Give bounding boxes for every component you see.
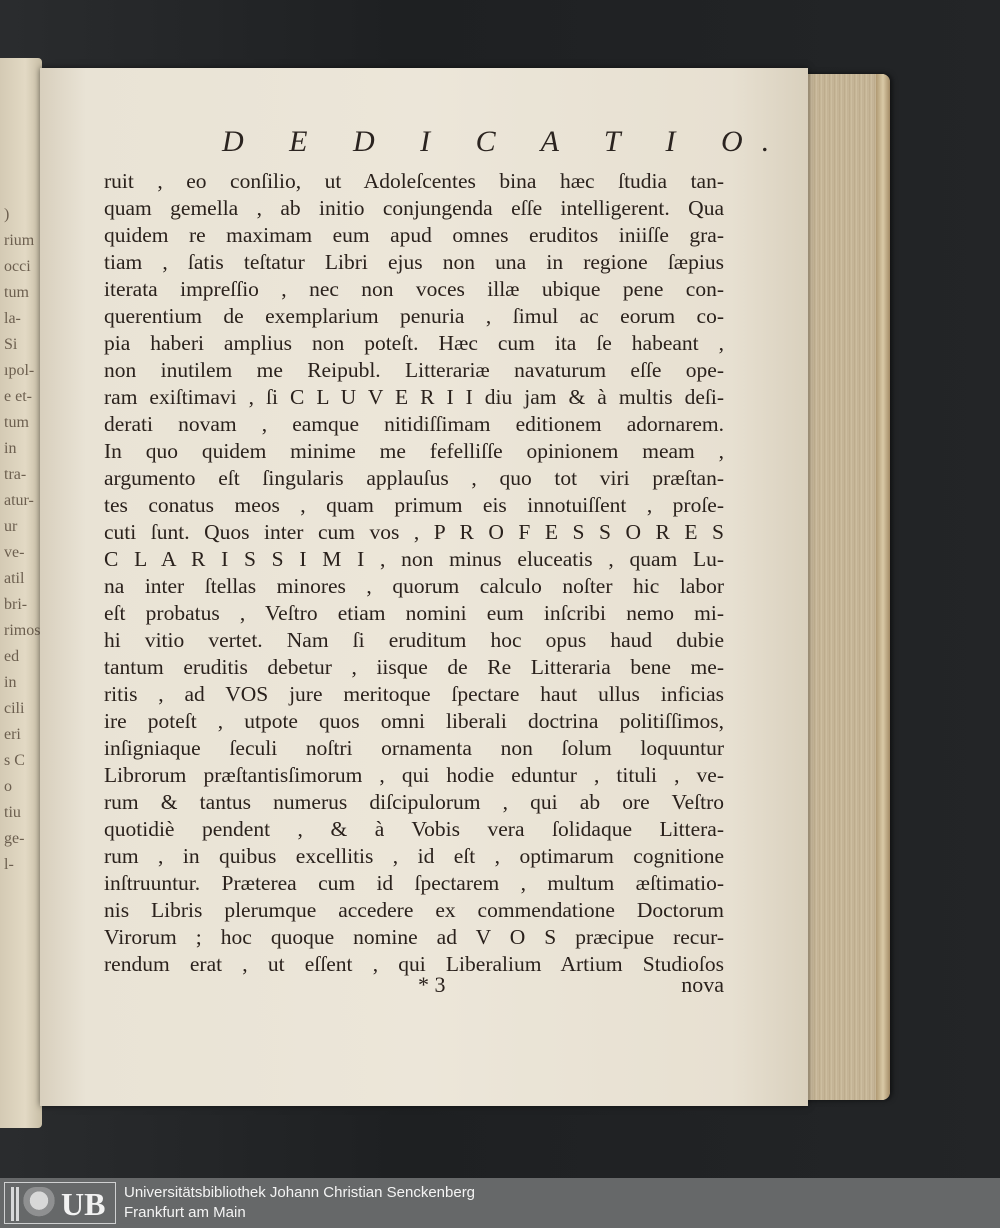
text-line: inſigniaque ſeculi noſtri ornamenta non ſolum loquuntur (104, 736, 724, 760)
text-line: Librorum præſtantisſimorum , qui hodie eduntur , tituli , ve- (104, 763, 724, 787)
text-line: tantum eruditis debetur , iisque de Re Litteraria bene me- (104, 655, 724, 679)
text-line: derati novam , eamque nitidiſſimam editionem adornarem. (104, 412, 724, 436)
previous-page-fragment: o (4, 778, 12, 795)
previous-page-fragment: l- (4, 856, 14, 873)
previous-page-fragment: bri- (4, 596, 28, 613)
logo-text: UB (61, 1186, 106, 1222)
previous-page-fragment: ge- (4, 830, 25, 847)
previous-page-fragment: ur (4, 518, 18, 535)
previous-page-fragment: ed (4, 648, 20, 665)
text-line: argumento eſt ſingularis applauſus , quo tot viri præſtan- (104, 466, 724, 490)
previous-page-fragment: occi (4, 258, 31, 275)
previous-page-fragment: rium (4, 232, 35, 249)
previous-page-fragment: in (4, 674, 17, 691)
institution-line-2: Frankfurt am Main (124, 1204, 246, 1221)
book-fore-edge (798, 74, 890, 1100)
previous-page-fragment: in (4, 440, 17, 457)
text-line: inſtruuntur. Præterea cum id ſpectarem , multum æſtimatio- (104, 871, 724, 895)
body-text (104, 168, 724, 978)
text-line: pia haberi amplius non poteſt. Hæc cum ita ſe habeant , (104, 331, 724, 355)
text-line: ritis , ad VOS jure meritoque ſpectare haut ullus inficias (104, 682, 724, 706)
text-line: quidem re maximam eum apud omnes eruditos iniiſſe gra- (104, 223, 724, 247)
logo-bar-icon (16, 1187, 19, 1221)
signature-mark: * 3 (418, 972, 446, 997)
page-footer (104, 972, 724, 1002)
text-line: rum & tantus numerus diſcipulorum , qui ab ore Veſtro (104, 790, 724, 814)
institution-name (124, 1183, 475, 1223)
text-line: rum , in quibus excellitis , id eſt , optimarum cognitione (104, 844, 724, 868)
previous-page-fragment: atil (4, 570, 25, 587)
text-line: rendum erat , ut eſſent , qui Liberalium Artium Studioſos (104, 952, 724, 976)
previous-page-fragment: rimos (4, 622, 41, 639)
previous-page-fragment: ıpol- (4, 362, 35, 379)
previous-page-fragment: ve- (4, 544, 25, 561)
text-line: na inter ſtellas minores , quorum calculo noſter hic labor (104, 574, 724, 598)
text-line: ire poteſt , utpote quos omni liberali doctrina politiſſimos, (104, 709, 724, 733)
previous-page-fragment: tum (4, 284, 29, 301)
library-banner (0, 1178, 1000, 1228)
book-cover-edge (876, 74, 890, 1100)
text-line: eſt probatus , Veſtro etiam nomini eum inſcribi nemo mi- (104, 601, 724, 625)
catchword: nova (681, 972, 724, 997)
previous-page-fragment: cili (4, 700, 25, 717)
ub-logo (4, 1182, 116, 1224)
institution-line-1: Universitätsbibliothek Johann Christian Senckenberg (124, 1184, 476, 1201)
portrait-icon (23, 1187, 55, 1221)
text-line: hi vitio vertet. Nam ſi eruditum hoc opus haud dubie (104, 628, 724, 652)
text-line: cuti ſunt. Quos inter cum vos , P R O F E S S O R E S (104, 520, 724, 544)
previous-page-fragment: e et- (4, 388, 32, 405)
previous-page-fragment: eri (4, 726, 21, 743)
text-line: In quo quidem minime me fefelliſſe opinionem meam , (104, 439, 724, 463)
text-line: iterata impreſſio , nec non voces illæ ubique pene con- (104, 277, 724, 301)
text-line: Virorum ; hoc quoque nomine ad V O S præcipue recur- (104, 925, 724, 949)
previous-page-fragment: s C (4, 752, 25, 769)
heading-title: D E D I C A T I O. (222, 125, 789, 158)
previous-page-fragment: tum (4, 414, 29, 431)
previous-page-fragment: Si (4, 336, 18, 353)
previous-page-fragment: tra- (4, 466, 27, 483)
text-line: quotidiè pendent , & à Vobis vera ſolidaque Littera- (104, 817, 724, 841)
text-line: querentium de exemplarium penuria , ſimul ac eorum co- (104, 304, 724, 328)
text-line: tiam , ſatis teſtatur Libri ejus non una in regione ſæpius (104, 250, 724, 274)
text-line: non inutilem me Reipubl. Litterariæ navaturum eſſe ope- (104, 358, 724, 382)
previous-page-fragment: tiu (4, 804, 21, 821)
text-line: quam gemella , ab initio conjungenda eſſe intelligerent. Qua (104, 196, 724, 220)
previous-page-edge (0, 58, 42, 1128)
previous-page-fragment: ) (4, 206, 10, 223)
text-line: C L A R I S S I M I , non minus eluceatis , quam Lu- (104, 547, 724, 571)
text-line: ram exiſtimavi , ſi C L U V E R I I diu jam & à multis deſi- (104, 385, 724, 409)
text-line: ruit , eo conſilio, ut Adoleſcentes bina hæc ſtudia tan- (104, 169, 724, 193)
previous-page-fragment: atur- (4, 492, 34, 509)
text-line: nis Libris plerumque accedere ex commendatione Doctorum (104, 898, 724, 922)
logo-bar-icon (11, 1187, 14, 1221)
text-line: tes conatus meos , quam primum eis innotuiſſent , proſe- (104, 493, 724, 517)
previous-page-fragment: la- (4, 310, 21, 327)
